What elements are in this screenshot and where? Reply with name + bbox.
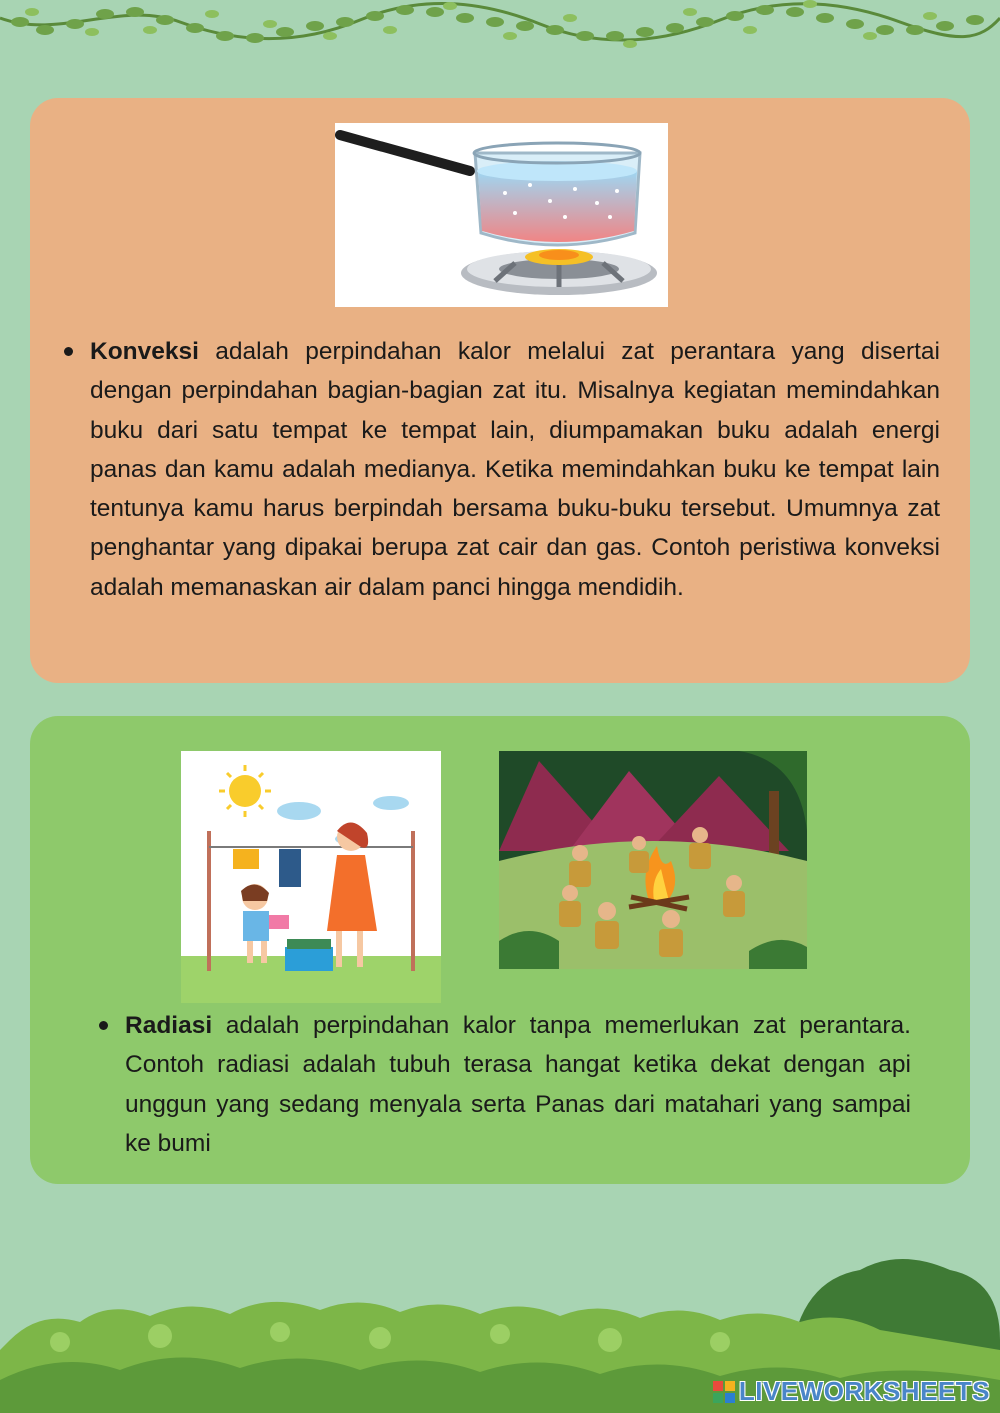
radiation-term: Radiasi: [125, 1012, 213, 1039]
liveworksheets-logo-icon: [713, 1381, 735, 1403]
convection-text: adalah perpindahan kalor melalui zat perantara yang disertai dengan perpindahan bagian-bagian zat itu. Misalnya kegiatan memindahkan buku dari satu tempat ke tempat lain, diumpamakan buku adalah energi panas dan kamu adalah medianya. Ketika memindahkan buku ke tempat lain tentunya kamu harus berpindah bersama buku-buku tersebut. Umumnya zat penghantar yang dipakai berupa zat cair dan gas. Contoh peristiwa konveksi adalah memanaskan air dalam panci hingga mendidih.: [90, 338, 940, 601]
radiation-paragraph: [125, 1006, 911, 1163]
convection-term: Konveksi: [90, 338, 199, 365]
laundry-sun-image: [181, 751, 441, 1003]
convection-card: [30, 98, 970, 683]
watermark-text: LIVEWORKSHEETS: [738, 1376, 990, 1406]
liveworksheets-watermark: [713, 1376, 990, 1407]
radiation-card: [30, 716, 970, 1184]
bullet-dot: [64, 347, 73, 356]
radiation-text: adalah perpindahan kalor tanpa memerlukan zat perantara. Contoh radiasi adalah tubuh terasa hangat ketika dekat dengan api unggun yang sedang menyala serta Panas dari matahari yang sampai ke bumi: [125, 1012, 911, 1157]
convection-paragraph: [90, 332, 940, 607]
vine-decoration: [0, 0, 1000, 60]
bullet-dot: [99, 1021, 108, 1030]
boiling-pot-image: [335, 123, 668, 307]
campfire-image: [499, 751, 807, 969]
